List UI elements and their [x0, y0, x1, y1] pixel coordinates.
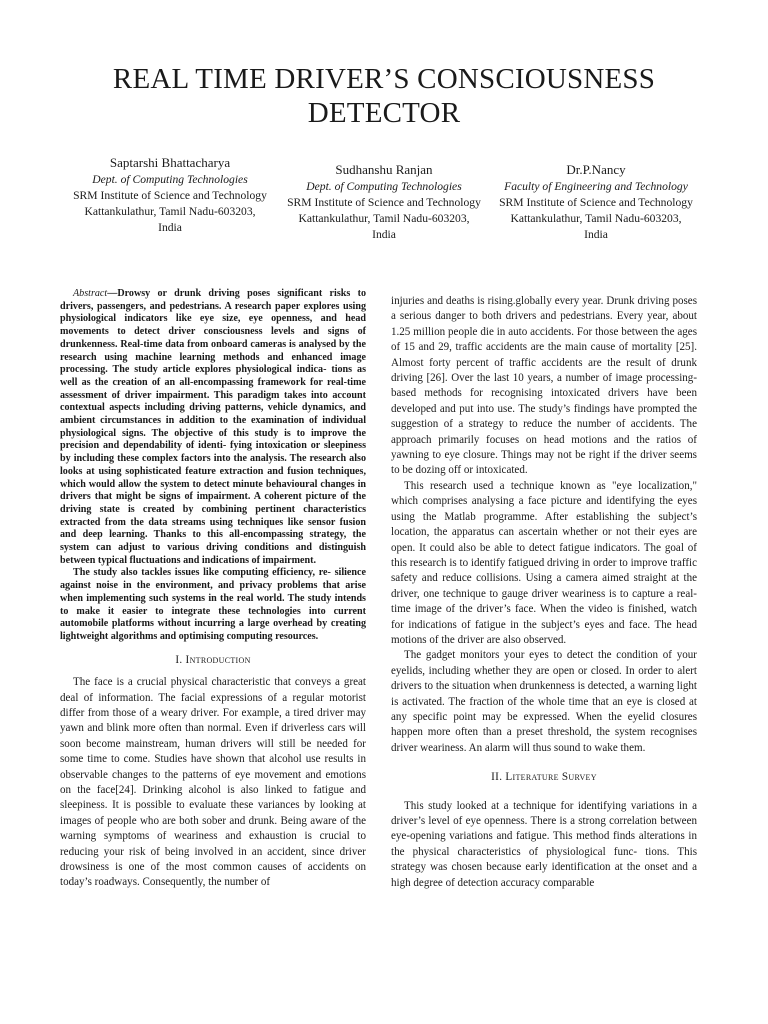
abstract-paragraph-2: The study also tackles issues like computing efficiency, re- silience against noise in the environment, and privacy problems that arise when implementing such systems in the real world. The study intends to make it easier to integrate these technologies into current automobile platforms without incurring a large overhead by creating lightweight algorithms and optimising computing resources. [60, 567, 366, 642]
intro-paragraph: The face is a crucial physical characteristic that conveys a great deal of information. The facial expressions of a regular motorist differ from those of a weary driver. For example, a tired driver may yawn and blink more often than normal. Even if driverless cars will soon become mainstream, human drivers will still be needed for some time to come. Studies have shown that alcohol use results in observable changes to the patterns of eye movement and emotions on the face[24]. Drinking alcohol is also linked to fatigue and sleepiness. It is possible to evaluate these variances by looking at images of people who are both sober and drunk. Being aware of the warning symptoms of weariness and exhaustion is crucial to reducing your risk of being involved in an accident, since driver drowsiness is one of the most common causes of accidents on today’s roadways. Consequently, the number of [60, 676, 366, 889]
left-column [60, 288, 366, 891]
paper-title [0, 62, 768, 130]
body-paragraph-2: This research used a technique known as "eye localization," which comprises analysing a face picture and identifying the eyes using the Matlab programme. After establishing the subject’s location, the apparatus can ascertain whether or not their eyes are open. It could also be able to detect fatigue indicators. The goal of this research is to identify fatigued driving in order to improve traffic safety and reduce collisions. Using a camera aimed straight at the driver, one technique to gauge driver weariness is to capture a real-time image of the driver’s face. When the video is finished, watch for indications of fatigue in the subject’s eyes and face. The head motions of the driver are also observed. [391, 479, 697, 646]
author-country: India [158, 221, 182, 234]
body-paragraph-3: The gadget monitors your eyes to detect the condition of your eyelids, including whether they are open or closed. In order to alert drivers to the situation when drunkenness is detected, a warning light is activated. The fraction of the whole time that an eye is closed at any specific point may be expressed. When the eyelid closures happen more often than a preset threshold, the system recognises driver weariness. An alarm will thus sound to wake them. [391, 649, 697, 754]
author-address: Kattankulathur, Tamil Nadu-603203, [84, 205, 256, 218]
author-institute: SRM Institute of Science and Technology [287, 196, 481, 209]
author-institute: SRM Institute of Science and Technology [73, 189, 267, 202]
abstract [60, 288, 366, 644]
section-heading-literature-survey: II. Literature Survey [491, 771, 597, 784]
title-line-1: REAL TIME DRIVER’S CONSCIOUSNESS [112, 63, 656, 95]
author-name: Sudhanshu Ranjan [335, 162, 433, 177]
body-paragraph-1: injuries and deaths is rising.globally every year. Drunk driving poses a serious danger to both drivers and pedestrians. Every year, about 1.25 million people die in auto accidents. For those between the ages of 15 and 29, traffic accidents are the main cause of mortality [25]. Almost forty percent of traffic accidents are the result of drunk driving [26]. Over the last 10 years, a number of image processing-based methods for recognising intoxicated drivers have been developed and put into use. The study’s findings have prompted the suggestion of a strategy to reduce the number of accidents. The approach primarily focuses on head motions and the ratios of yawning to eye closure. Things may not be right if the driver seems to be dozing off or intoxicated. [391, 295, 697, 477]
author-dept: Faculty of Engineering and Technology [504, 180, 688, 193]
author-country: India [372, 228, 396, 241]
abstract-label: Abstract [73, 288, 108, 299]
author-country: India [584, 228, 608, 241]
author-address: Kattankulathur, Tamil Nadu-603203, [510, 212, 682, 225]
author-name: Dr.P.Nancy [566, 162, 626, 177]
author-name: Saptarshi Bhattacharya [109, 155, 231, 170]
author-dept: Dept. of Computing Technologies [92, 173, 248, 186]
abstract-paragraph-1 [60, 288, 366, 567]
right-column [391, 294, 697, 891]
author-address: Kattankulathur, Tamil Nadu-603203, [298, 212, 470, 225]
author-2 [264, 162, 504, 243]
abstract-text: —Drowsy or drunk driving poses significant risks to drivers, passengers, and pedestrians. A research paper explores using physiological indicators like eye size, eye openness, and head movements to detect driver consciousness levels and signs of drunkenness. Real-time data from onboard cameras is analysed by the research using machine learning methods and enhanced image processing. The study article explores physiological indica- tions as well as the creation of an all-encompassing framework for real-time assessment of driver impairment. This paradigm takes into account contextual aspects including driving patterns, vehicle dynamics, and ambient circumstances in addition to the examination of individual physiological signs. The objective of this study is to improve the precision and dependability of identi- fying intoxication or sleepiness by including these complex factors into the analysis. The research also looks at using sophisticated feature extraction and fusion techniques, which would allow the system to detect minute behavioural changes in drivers that might be signs of impairment. A coherent picture of the driving state is created by combining pertinent characteristics extracted from the data streams using techniques like sensor fusion and deep learning. Thanks to this all-encompassing strategy, the system can adjust to various driving conditions and distinguish between typical fluctuations and indications of impairment. [60, 288, 366, 566]
author-1 [50, 155, 290, 236]
author-institute: SRM Institute of Science and Technology [499, 196, 693, 209]
title-line-2: DETECTOR [307, 97, 461, 129]
author-dept: Dept. of Computing Technologies [306, 180, 462, 193]
section-heading-introduction: I. Introduction [175, 653, 251, 666]
body-paragraph-4: This study looked at a technique for identifying variations in a driver’s level of eye openness. There is a strong correlation between eye-opening variations and fatigue. This method finds alterations in the physical characteristics of physiological func- tions. This strategy was chosen because early identification at the onset and a high degree of detection accuracy comparable [391, 799, 697, 889]
author-3 [476, 162, 716, 243]
